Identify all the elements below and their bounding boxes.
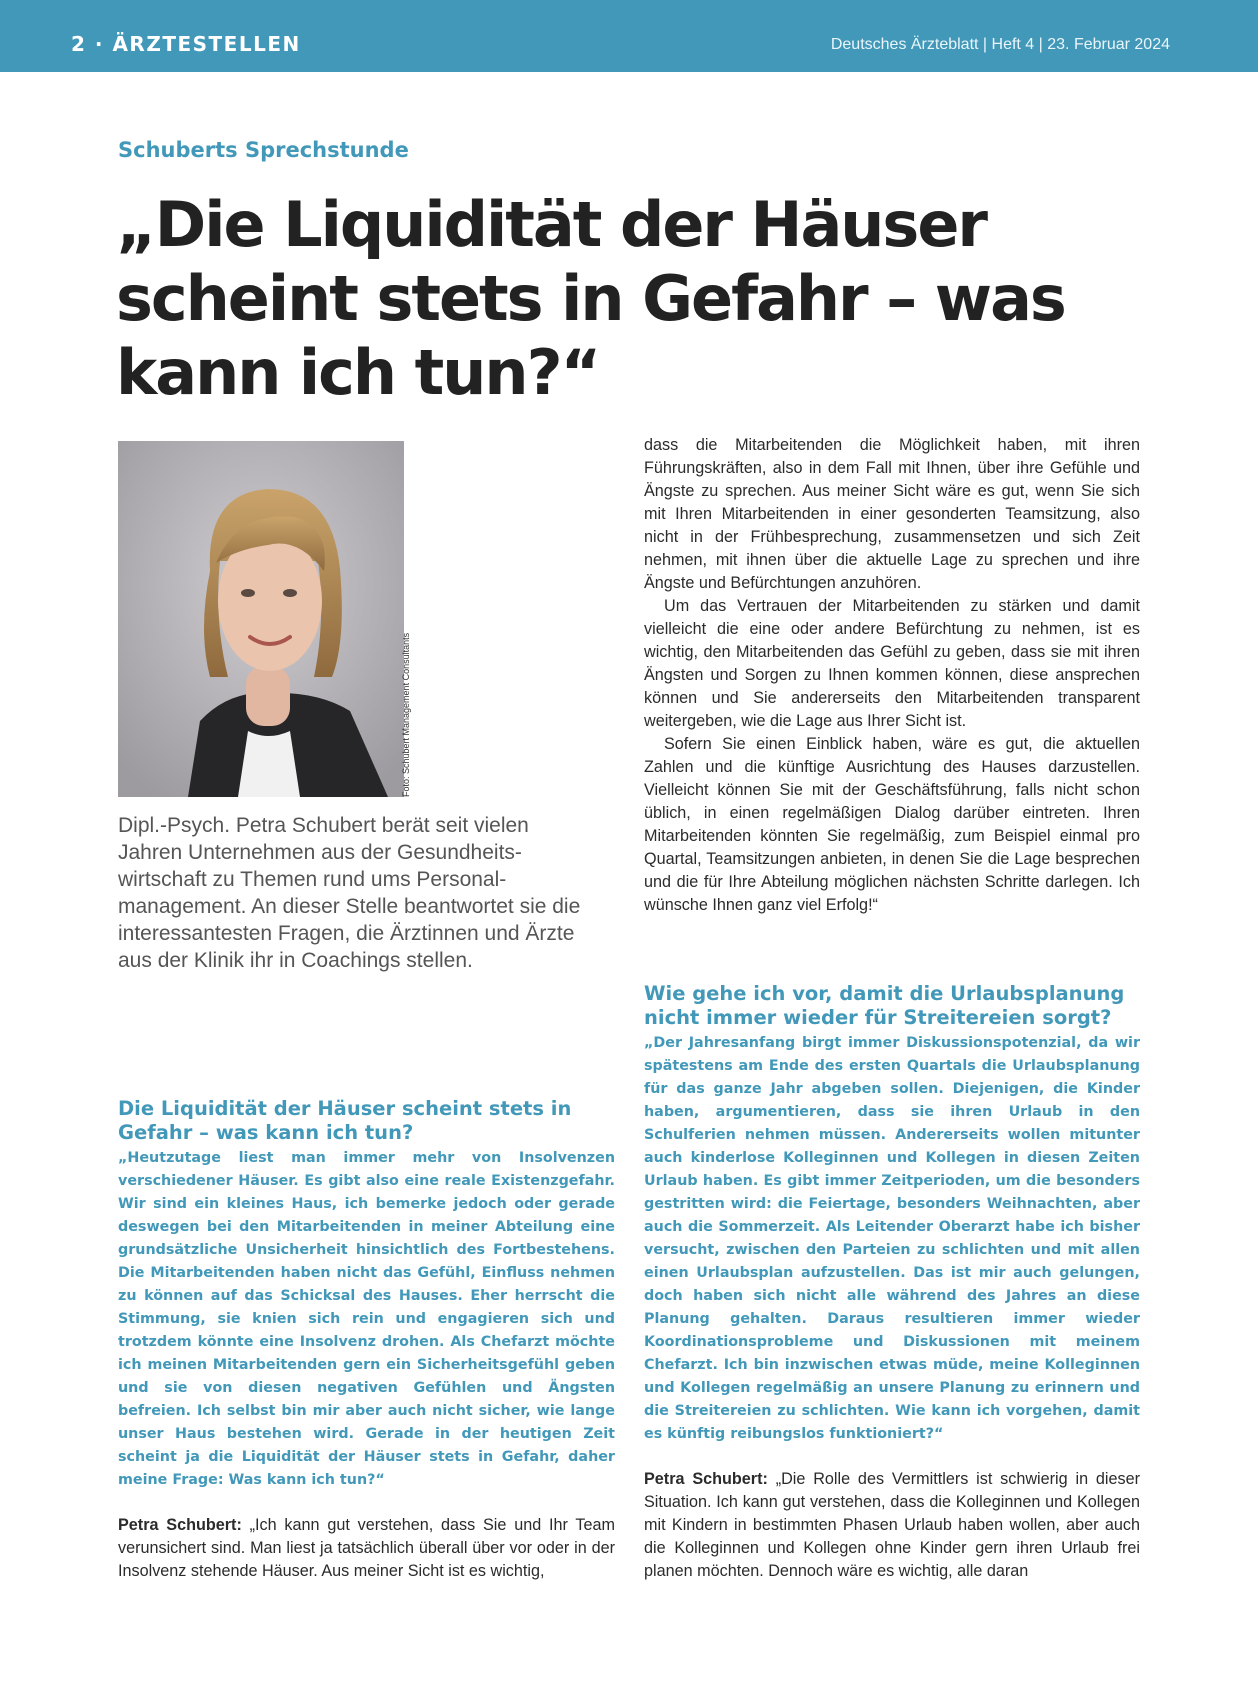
- answer-paragraph: [644, 1468, 1140, 1583]
- question-text: „Heutzutage liest man immer mehr von Insolvenzen verschiedener Häuser. Es gibt also eine reale Existenzgefahr. Wir sind ein kleines Haus, ich bemerke jedoch oder gerade deswegen bei den Mitarbeitenden in meiner Abteilung eine grundsätzliche Unsicherheit hinsichtlich des Fortbestehens. Die Mitarbeitenden haben nicht das Gefühl, Einfluss nehmen zu können auf das Schicksal des Hauses. Eher herrscht die Stimmung, sie knien sich rein und engagieren sich und trotzdem könnte eine Insolvenz drohen. Als Chefarzt möchte ich meinen Mitarbeitenden gern ein Sicherheitsgefühl geben und sie von diesen negativen Gefühlen und Ängsten befreien. Ich selbst bin mir aber auch nicht sicher, wie lange unser Haus bestehen wird. Gerade in der heutigen Zeit scheint ja die Liquidität der Häuser stets in Gefahr, daher meine Frage: Was kann ich tun?“: [118, 1150, 615, 1488]
- body-paragraph: Sofern Sie einen Einblick haben, wäre es gut, die aktuellen Zahlen und die künftige Ausrichtung des Hauses darzustellen. Vielleicht können Sie mit der Geschäftsführung, falls nicht schon üblich, in einen regelmäßigen Dialog darüber eintreten. Ihren Mitarbeitenden könnten Sie regelmäßig, zum Beispiel einmal pro Quartal, Teamsitzungen anbieten, in denen Sie die Lage besprechen und die für Ihre Abteilung möglichen nächsten Schritte darlegen. Ich wünsche Ihnen ganz viel Erfolg!“: [644, 735, 1140, 914]
- author-bio: Dipl.-Psych. Petra Schubert berät seit vielen Jahren Unternehmen aus der Gesundheitswirtschaft zu Themen rund ums Personalmanagement. An dieser Stelle beantwortet sie die interessantesten Fragen, die Ärztinnen und Ärzte aus der Klinik ihr in Coachings stellen.: [118, 814, 581, 972]
- answer-paragraph: [118, 1514, 615, 1583]
- issue-info: Deutsches Ärzteblatt | Heft 4 | 23. Februar 2024: [830, 36, 1170, 53]
- speaker-name: Petra Schubert:: [118, 1516, 242, 1534]
- question-text: „Der Jahresanfang birgt immer Diskussionspotenzial, da wir spätestens am Ende des ersten Quartals die Urlaubsplanung für das ganze Jahr abgeben sollen. Diejenigen, die Kinder haben, argumentieren, dass sie ihren Urlaub in den Schulferien nehmen müssen. Andererseits wollen mitunter auch kinderlose Kolleginnen und Kollegen in diesen Zeiten Urlaub haben. Es gibt immer Zeitperioden, um die besonders gestritten wird: die Feiertage, besonders Weihnachten, aber auch die Sommerzeit. Als Leitender Oberarzt habe ich bisher versucht, zwischen den Parteien zu schlichten und mit allen einen Urlaubsplan aufzustellen. Das ist mir auch gelungen, doch haben sich nicht alle während des Jahres an diese Planung gehalten. Daraus resultieren immer wieder Koordinationsprobleme und Diskussionen mit meinem Chefarzt. Ich bin inzwischen etwas müde, meine Kolleginnen und Kollegen regelmäßig an unsere Planung zu erinnern und die Streitereien zu schlichten. Wie kann ich vorgehen, damit es künftig reibungslos funktioniert?“: [644, 1035, 1140, 1442]
- body-paragraph: dass die Mitarbeitenden die Möglichkeit haben, mit ihren Führungskräften, also in dem Fall mit Ihnen, über ihre Gefühle und Ängste zu sprechen. Aus meiner Sicht wäre es gut, wenn Sie sich mit Ihren Mitarbeitenden in einer gesonderten Teamsitzung, also nicht in der Frühbesprechung, zusammensetzen und sich Zeit nehmen, mit ihnen über die aktuelle Lage zu sprechen und ihre Ängste und Befürchtungen anzuhören.: [644, 436, 1140, 592]
- article-headline: „Die Liquidität der Häuser scheint stets in Gefahr – was kann ich tun?“: [116, 188, 1065, 409]
- qa-block-liquidity: [118, 1097, 615, 1583]
- speaker-name: Petra Schubert:: [644, 1470, 768, 1488]
- answer-text: „Ich kann gut verstehen, dass Sie und Ihr Team verunsichert sind. Man liest ja tatsächlich überall über vor oder in der Insolvenz stehende Häuser. Aus meiner Sicht ist es wichtig,: [118, 1516, 615, 1580]
- question-title: Die Liquidität der Häuser scheint stets in Gefahr – was kann ich tun?: [118, 1097, 572, 1144]
- question-title: Wie gehe ich vor, damit die Urlaubsplanung nicht immer wieder für Streitereien sorgt?: [644, 982, 1125, 1029]
- body-paragraph: Um das Vertrauen der Mitarbeitenden zu stärken und damit vielleicht die eine oder andere Befürchtung zu nehmen, ist es wichtig, den Mitarbeitenden das Gefühl zu geben, dass sie mit ihren Ängsten und Sorgen zu Ihnen kommen können, diese ansprechen können und Sie andererseits den Mitarbeitenden transparent weitergeben, wie die Lage aus Ihrer Sicht ist.: [644, 597, 1140, 730]
- answer-text: „Die Rolle des Vermittlers ist schwierig in dieser Situation. Ich kann gut verstehen, dass die Kolleginnen und Kollegen mit Kindern in bestimmten Phasen Urlaub haben wollen, aber auch die Kolleginnen und Kollegen ohne Kinder gern ihren Urlaub frei planen möchten. Dennoch wäre es wichtig, alle daran: [644, 1470, 1140, 1580]
- page-header-bar: [0, 0, 1258, 72]
- portrait-illustration: [118, 441, 404, 797]
- author-portrait-image: [118, 441, 404, 797]
- qa-block-vacation: [644, 982, 1140, 1583]
- section-label: 2 · ÄRZTESTELLEN: [71, 32, 301, 56]
- photo-credit: Foto: Schubert Management Consultants: [401, 632, 411, 797]
- column-kicker: Schuberts Sprechstunde: [118, 138, 409, 162]
- answer-continuation: [644, 434, 1140, 917]
